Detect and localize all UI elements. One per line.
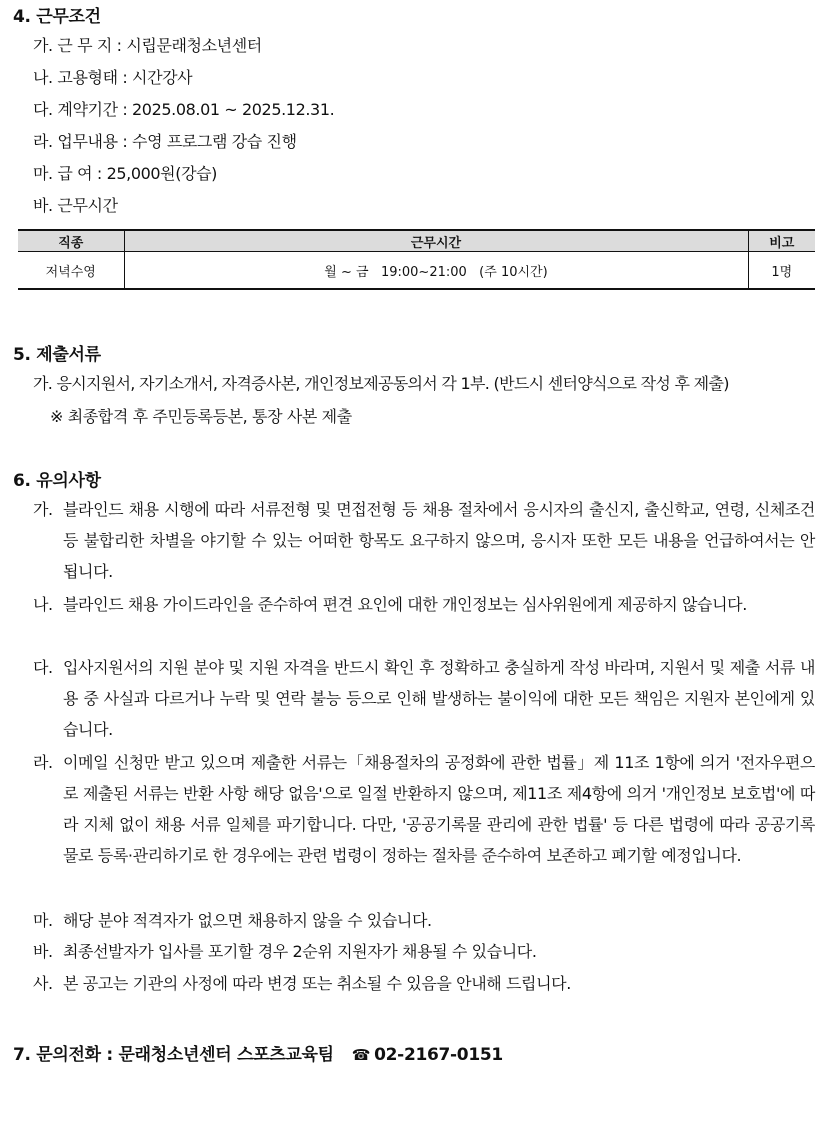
notice-item [33,968,815,999]
section-6-title: 6. 유의사항 [13,471,101,491]
notice-item-text: 블라인드 채용 시행에 따라 서류전형 및 면접전형 등 채용 절차에서 응시자의 출신지, 출신학교, 연령, 신체조건 등 불합리한 차별을 야기할 수 있는 어떠한 항목도 요구하지 않으며, 응시자 또한 모든 내용을 언급하여서는 안 됩니다. [63,500,815,581]
table-cell: 1명 [748,252,815,290]
contract-period: 다. 계약기간 : 2025.08.01 ~ 2025.12.31. [33,100,335,119]
notice-item-text: 이메일 신청만 받고 있으며 제출한 서류는「채용절차의 공정화에 관한 법률」제 11조 1항에 의거 '전자우편으로 제출된 서류는 반환 사항 해당 없음'으로 일절 반환하지 않으며, 제11조 제4항에 의거 '개인정보 보호법'에 따라 지체 없이 채용 서류 일체를 파기합니다. 다만, '공공기록물 관리에 관한 법률' 등 다른 법령에 따라 공공기록물로 등록·관리하기로 한 경우에는 관련 법령이 정하는 절차를 준수하여 보존하고 폐기할 예정입니다. [63,753,815,865]
notice-item-text: 최종선발자가 입사를 포기할 경우 2순위 지원자가 채용될 수 있습니다. [63,942,537,961]
notice-item-label: 사. [33,974,53,993]
section-5-title: 5. 제출서류 [13,345,101,365]
section-7-title: 7. 문의전화 : 문래청소년센터 스포츠교육팀 [13,1045,334,1065]
salary: 마. 급 여 : 25,000원(강습) [33,164,218,183]
notice-item [33,905,815,936]
notice-item-text: 해당 분야 적격자가 없으면 채용하지 않을 수 있습니다. [63,911,432,930]
notice-item-label: 다. [33,658,53,677]
table-cell: 월 ~ 금 19:00~21:00 (주 10시간) [124,252,748,290]
contact-line [13,1040,503,1065]
notice-item [33,747,815,871]
phone-number: 02-2167-0151 [374,1045,503,1065]
table-header: 근무시간 [124,230,748,252]
notice-item [33,936,815,967]
table-row [18,252,815,290]
notice-item-label: 바. [33,942,53,961]
table-header: 직종 [18,230,124,252]
table-header: 비고 [748,230,815,252]
notice-item-label: 라. [33,753,53,772]
table-cell: 저녁수영 [45,264,96,280]
job-description: 라. 업무내용 : 수영 프로그램 강습 진행 [33,132,297,151]
notice-item-text: 입사지원서의 지원 분야 및 지원 자격을 반드시 확인 후 정확하고 충실하게 작성 바라며, 지원서 및 제출 서류 내용 중 사실과 다르거나 누락 및 연락 불능 등으로 인해 발생하는 불이익에 대한 모든 책임은 지원자 본인에게 있습니다. [63,658,815,739]
required-documents: 가. 응시지원서, 자기소개서, 자격증사본, 개인정보제공동의서 각 1부. (반드시 센터양식으로 작성 후 제출) [33,374,729,393]
section-4-title: 4. 근무조건 [13,7,101,27]
employment-type: 나. 고용형태 : 시간강사 [33,68,193,87]
work-hours-table [18,229,815,290]
final-pass-note: ※ 최종합격 후 주민등록등본, 통장 사본 제출 [50,407,352,426]
work-location: 가. 근 무 지 : 시립문래청소년센터 [33,36,262,55]
work-hours-label: 바. 근무시간 [33,196,118,215]
notice-item-label: 가. [33,500,53,519]
table-header-row [18,230,815,252]
notice-item [33,589,815,620]
notice-item-text: 블라인드 채용 가이드라인을 준수하여 편견 요인에 대한 개인정보는 심사위원에게 제공하지 않습니다. [63,595,747,614]
telephone-icon: ☎ [351,1046,371,1064]
notice-item [33,652,815,745]
notice-item-text: 본 공고는 기관의 사정에 따라 변경 또는 취소될 수 있음을 안내해 드립니다. [63,974,571,993]
notice-item-label: 마. [33,911,53,930]
notice-item-label: 나. [33,595,53,614]
notice-item [33,494,815,587]
